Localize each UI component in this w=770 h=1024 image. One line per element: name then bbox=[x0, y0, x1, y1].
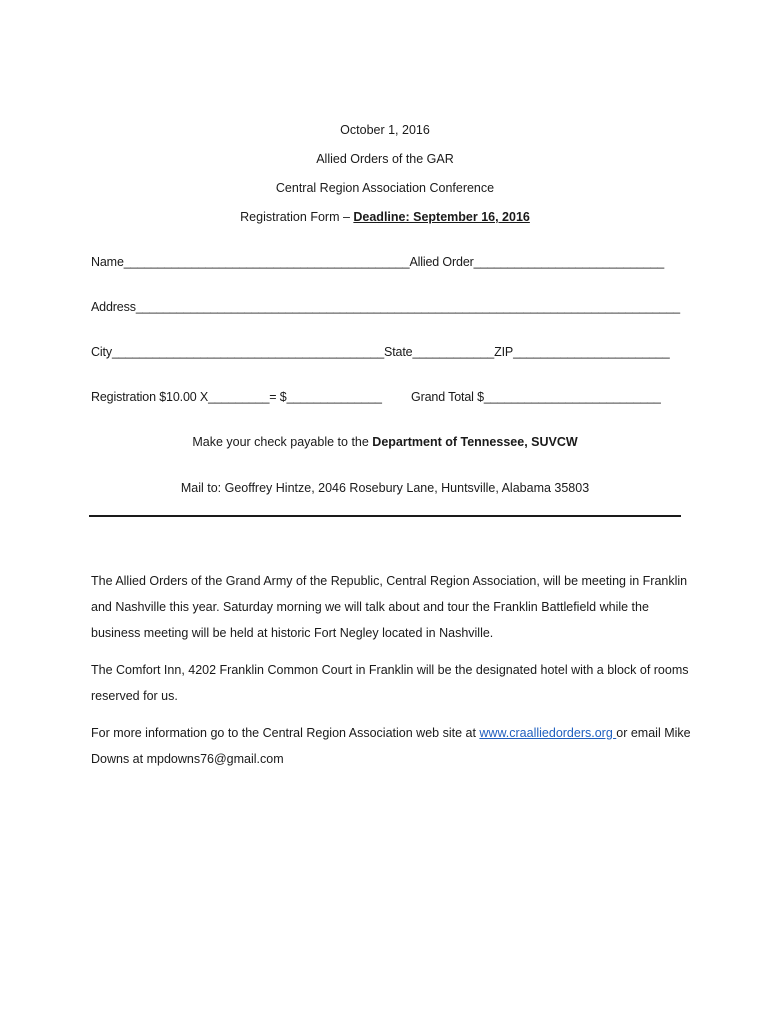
info-paragraph-meeting: The Allied Orders of the Grand Army of the Republic, Central Region Association, will be meeting in Franklin and Nashville this year. Saturday morning we will talk about and tour the Franklin Battlefield while the business meeting will be held at historic Fort Negley located in Nashville. bbox=[91, 574, 688, 640]
address-row bbox=[91, 300, 680, 314]
registration-label: Registration $10.00 X bbox=[91, 390, 209, 404]
contact-prefix: For more information go to the Central Region Association web site at bbox=[91, 726, 480, 740]
contact-suffix: or email Mike Downs at mpdowns76@gmail.com bbox=[91, 726, 691, 766]
check-payable-prefix: Make your check payable to the bbox=[192, 435, 373, 449]
name-row bbox=[91, 255, 664, 269]
registration-amount-field[interactable]: ______________ bbox=[286, 390, 382, 404]
registration-quantity-field[interactable]: _________ bbox=[208, 390, 270, 404]
info-paragraph-contact bbox=[91, 720, 691, 772]
section-divider bbox=[89, 515, 681, 517]
grand-total-row bbox=[411, 390, 661, 404]
registration-row bbox=[91, 390, 382, 404]
name-field[interactable]: __________________________________________ bbox=[123, 255, 410, 269]
address-field[interactable]: ________________________________________________________________________________ bbox=[135, 300, 680, 314]
city-label: City bbox=[91, 345, 112, 359]
form-title bbox=[0, 210, 770, 224]
form-title-prefix: Registration Form – bbox=[240, 210, 354, 224]
check-payable-line bbox=[0, 435, 770, 449]
registration-equals-label: = $ bbox=[269, 390, 287, 404]
organization-title: Allied Orders of the GAR bbox=[316, 152, 454, 166]
state-field[interactable]: ____________ bbox=[412, 345, 495, 359]
grand-total-field[interactable]: __________________________ bbox=[483, 390, 661, 404]
address-label: Address bbox=[91, 300, 136, 314]
name-label: Name bbox=[91, 255, 124, 269]
grand-total-label: Grand Total $ bbox=[411, 390, 484, 404]
conference-title: Central Region Association Conference bbox=[275, 181, 495, 195]
zip-field[interactable]: _______________________ bbox=[513, 345, 670, 359]
deadline-text: Deadline: September 16, 2016 bbox=[353, 210, 530, 224]
mail-to-line: Mail to: Geoffrey Hintze, 2046 Rosebury Lane, Huntsville, Alabama 35803 bbox=[180, 481, 590, 495]
form-date: October 1, 2016 bbox=[340, 123, 430, 137]
info-paragraph-hotel: The Comfort Inn, 4202 Franklin Common Court in Franklin will be the designated hotel with a block of rooms reserved for us. bbox=[91, 663, 689, 703]
allied-order-field[interactable]: ____________________________ bbox=[473, 255, 665, 269]
zip-label: ZIP bbox=[494, 345, 514, 359]
city-field[interactable]: ________________________________________ bbox=[111, 345, 385, 359]
state-label: State bbox=[384, 345, 413, 359]
payee-name: Department of Tennessee, SUVCW bbox=[372, 435, 578, 449]
city-state-zip-row bbox=[91, 345, 670, 359]
website-link[interactable]: www.craalliedorders.org bbox=[479, 726, 617, 740]
allied-order-label: Allied Order bbox=[409, 255, 474, 269]
